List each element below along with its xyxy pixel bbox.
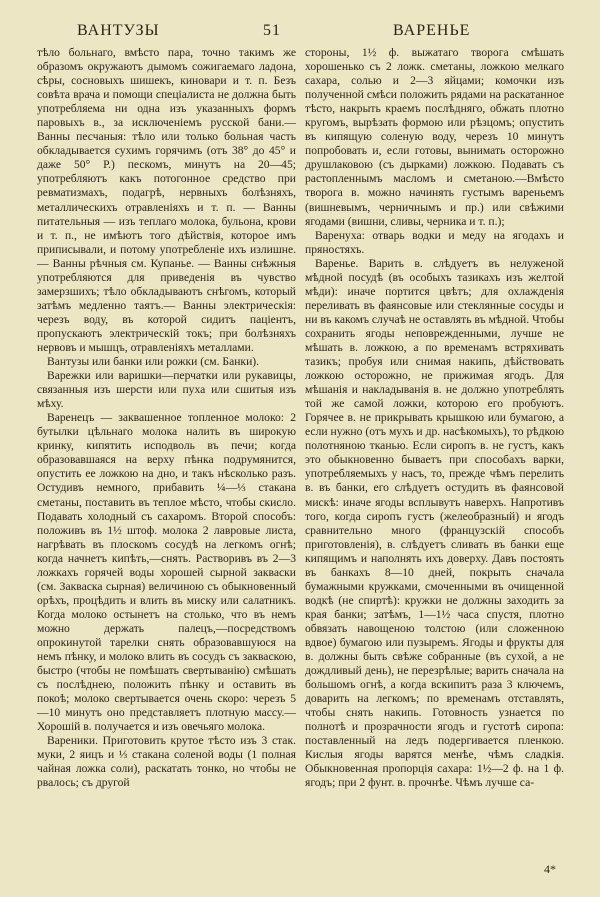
paragraph: стороны, 1½ ф. выжатаго творога смѣшать хорошенько съ 2 ложк. сметаны, ложкою мелкаго сахара, солью и 2—3 яйцами; комочки изъ полученной смѣси положить рядами на раскатанное тѣсто, накрыть краемъ послѣдняго, обжать плотно кругомъ, вырѣзать формою или рѣзцомъ; опустить въ кипящую соленую воду, черезъ 10 минутъ попробовать и, если готовы, вынимать осторожно друшлаковою (съ дырками) ложкою. Подавать съ растопленнымъ масломъ и сметаною.—Вмѣсто творога в. можно начинять густымъ вареньемъ (вишневымъ, черничнымъ и пр.) или свѣжими ягодами (вишни, сливы, черника и т. п.); [305,46,564,228]
signature-mark: 4* [544,862,556,876]
paragraph: Варенье. Варить в. слѣдуетъ въ нелуженой мѣдной посудѣ (въ особыхъ тазикахъ изъ желтой мѣди): иначе портится цвѣтъ; для охлажденія переливать въ фаянсовые или стеклянные сосуды и ни въ какомъ случаѣ не оставлять въ мѣдной. Чтобы сохранить ягоды неповрежденными, лучше не мѣшать в. ложкою, а по временамъ встряхивать тазикъ; пробуя или снимая накипь, дѣйствовать ложкою осторожно, не прижимая ягодъ. Для мѣшанія и накладыванія в. не должно употреблять той же самой ложки, которою его пробуютъ. Горячее в. не прикрывать крышкою или бумагою, а если нужно (отъ мухъ и др. насѣкомыхъ), то рѣдкою полотняною тканью. Если сиропъ в. не густъ, какъ это обыкновенно бываетъ при способахъ варки, употребляемыхъ у насъ, то, прежде чѣмъ перелить в. въ банки, его слѣдуетъ остудить въ фаянсовой мискѣ: иначе ягоды всплывутъ наверхъ. Напротивъ того, когда сиропъ густъ (желеобразный) и ягодъ сравнительно много (французскій способъ приготовленія), в. слѣдуетъ сливать въ банки еще кипящимъ и наполнять ихъ доверху. Давъ постоять въ банкахъ 8—10 дней, покрыть сначала бумажными кружками, смоченными въ очищенной водкѣ (не спиртѣ): кружки не должны заходить за края банки; затѣмъ, 1—1½ часа спустя, плотно обвязать навощеною толстою (или сложенною вдвое) бумагою или пузыремъ. Ягоды и фрукты для в. должны быть свѣже собранные (въ сухой, а не дождливый день), не перезрѣлые; варить сначала на большомъ огнѣ, а когда вскипитъ раза 3 ключемъ, доварить на легкомъ; по временамъ отставлять, чтобы снять накипь. Готовность узнается по полнотѣ и прозрачности ягодъ и густотѣ сиропа: поставленный на ледъ подергивается пленкою. Кислыя ягоды варятся менѣе, чѣмъ сладкія. Обыкновенная пропорція сахара: 1½—2 ф. на 1 ф. ягодъ; при 2 фунт. в. прочнѣе. Чѣмъ лучше са- [305,256,564,790]
paragraph: тѣло больнаго, вмѣсто пара, точно такимъ же образомъ окружаютъ дымомъ сожигаемаго ладона, сѣры, сосновыхъ шишекъ, киновари и т. п. Безъ совѣта врача и помощи спеціалиста не должна быть употребляема ни одна изъ указанныхъ формъ паровыхъ в., за исключеніемъ русской бани.— Ванны песчаныя: тѣло или только больная часть обкладывается сухимъ горячимъ (отъ 38° до 45° и даже 50° Р.) пескомъ, минутъ на 20—45; употребляютъ какъ потогонное средство при ревматизмахъ, подагрѣ, нервныхъ болѣзняхъ, металлическихъ отравленіяхъ и т. п. — Ванны питательныя — изъ теплаго молока, бульона, крови и т. п., не имѣютъ того дѣйствія, которое имъ приписывали, и потому употребленіе ихъ излишне. — Ванны рѣчныя см. Купанье. — Ванны снѣжныя употребляются для приведенія въ чувство замерзшихъ; тѣло обкладываютъ снѣгомъ, который затѣмъ медленно таятъ.— Ванны электрическія: черезъ воду, въ которой сидитъ паціентъ, пропускаютъ электрическій токъ; при болѣзняхъ нервовъ и мышцъ, отравленіяхъ металлами. [37,46,296,354]
running-head [37,18,564,44]
page-number: 51 [263,22,281,39]
paragraph: Вареники. Приготовить крутое тѣсто изъ 3 стак. муки, 2 яицъ и ⅓ стакана соленой воды (1 полная чайная ложка соли), раскатать тонко, но чтобы не рвалось; съ другой [37,734,296,790]
header-left-title: ВАНТУЗЫ [77,22,160,39]
paragraph: Варенецъ — заквашенное топленное молоко: 2 бутылки цѣльнаго молока налить въ широкую кринку, кипятить исподволь въ печи; когда образовавшаяся на верху пѣнка подрумянится, опустить ее ложкою на дно, и такъ нѣсколько разъ. Остудивъ немного, прибавить ¼—⅓ стакана сметаны, поставить въ теплое мѣсто, чтобы скисло. Подавать холодный съ сахаромъ. Второй способъ: положивъ въ 1½ штоф. молока 2 лавровые листа, нагрѣвать въ плоскомъ сосудѣ на легкомъ огнѣ; когда начнетъ кипѣть,—снять. Растворивъ въ 2—3 ложкахъ горячей воды хорошей сырной закваски (см. Закваска сырная) величиною съ обыкновенный орѣхъ, процѣдить и влить въ миску или салатникъ. Когда молоко остынетъ на столько, что въ немъ можно держать палецъ,—посредствомъ опрокинутой тарелки снять образовавшуюся на немъ пѣнку, и молоко влить въ сосудъ съ закваскою, быстро (чтобы не помѣшать свертыванію) смѣшать съ послѣднею, положить пѣнку и оставить въ покоѣ; молоко свертывается очень скоро: черезъ 5—10 минутъ оно представляетъ плотную массу.—Хорошій в. получается и изъ овечьяго молока. [37,411,296,734]
left-column [37,46,296,790]
header-right-title: ВАРЕНЬЕ [393,22,471,39]
paragraph: Варенуха: отварь водки и меду на ягодахъ и пряностяхъ. [305,228,564,256]
right-column [305,46,564,790]
paragraph: Вантузы или банки или рожки (см. Банки). [47,355,260,369]
text-columns [37,46,564,790]
paragraph: Варежки или варишки—перчатки или рукавицы, связанныя изъ шерсти или пуха или сшитыя изъ мѣху. [37,369,296,411]
